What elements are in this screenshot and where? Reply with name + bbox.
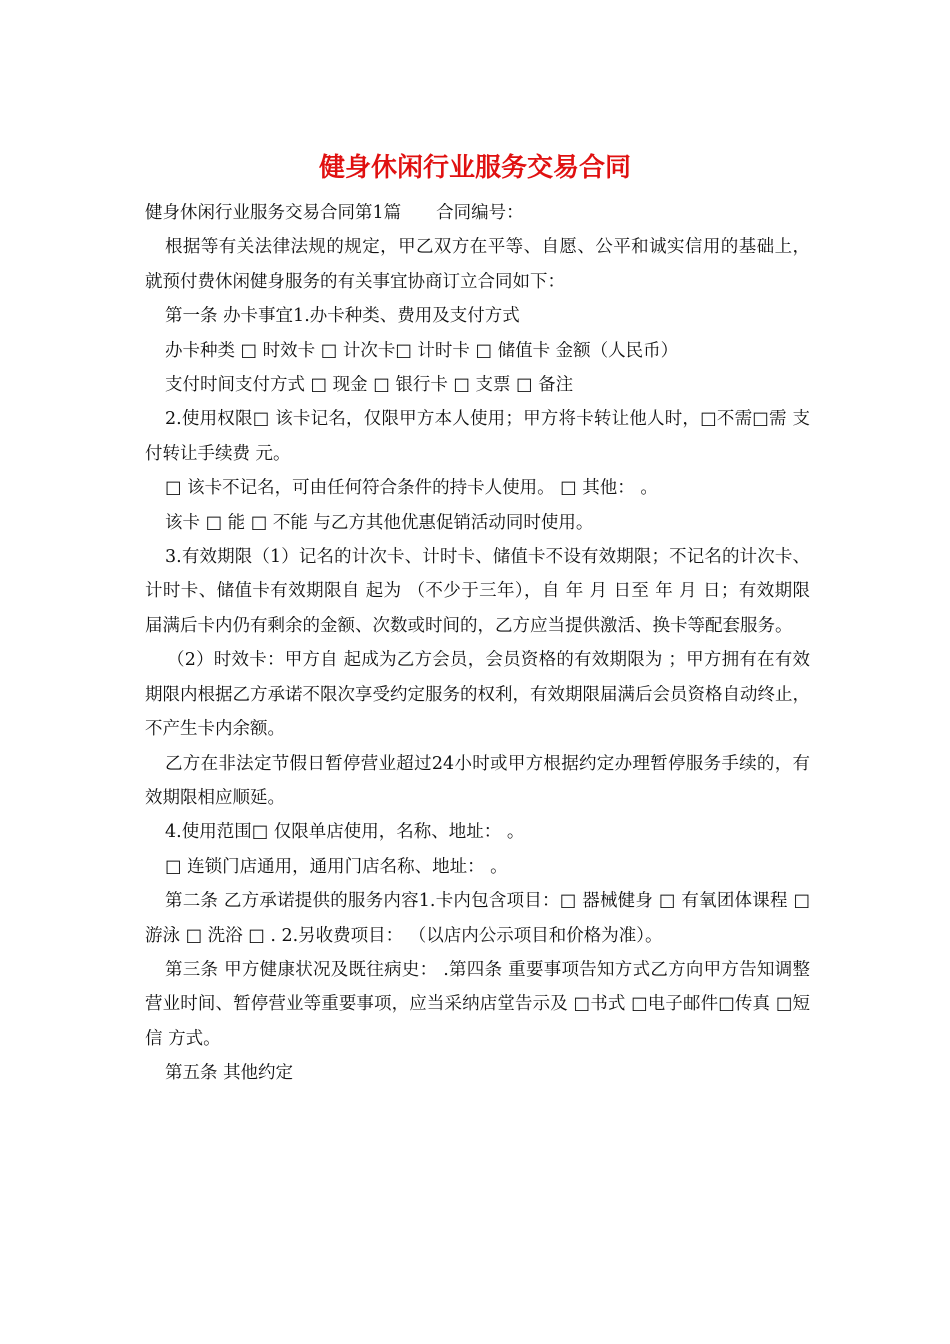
paragraph-article-2: 第二条 乙方承诺提供的服务内容1.卡内包含项目：□ 器械健身 □ 有氧团体课程 □ 游泳 □ 洗浴 □ . 2.另收费项目： （以店内公示项目和价格为准）。 [145, 891, 810, 946]
paragraph-validity-2: （2）时效卡：甲方自 起成为乙方会员，会员资格的有效期限为 ；甲方拥有在有效期限内根据乙方承诺不限次享受约定服务的权利，有效期限届满后会员资格自动终止，不产生卡内余额。 [145, 650, 810, 740]
paragraph-card-types: 办卡种类 □ 时效卡 □ 计次卡□ 计时卡 □ 储值卡 金额（人民币） [165, 340, 679, 361]
paragraph-promotions: 该卡 □ 能 □ 不能 与乙方其他优惠促销活动同时使用。 [165, 512, 594, 533]
paragraph-suspension: 乙方在非法定节假日暂停营业超过24小时或甲方根据约定办理暂停服务手续的，有效期限相应顺延。 [145, 753, 810, 808]
paragraph-article-3-4: 第三条 甲方健康状况及既往病史： .第四条 重要事项告知方式乙方向甲方告知调整营业时间、暂停营业等重要事项，应当采纳店堂告示及 □书式 □电子邮件□传真 □短信 方式。 [145, 959, 810, 1049]
paragraph-article-1: 第一条 办卡事宜1.办卡种类、费用及支付方式 [165, 306, 520, 327]
document-title: 健身休闲行业服务交易合同 [318, 153, 631, 183]
paragraph-payment: 支付时间支付方式 □ 现金 □ 银行卡 □ 支票 □ 备注 [165, 375, 574, 396]
paragraph-unnamed-card: □ 该卡不记名，可由任何符合条件的持卡人使用。 □ 其他： 。 [165, 478, 658, 499]
paragraph-scope-chain: □ 连锁门店通用，通用门店名称、地址： 。 [165, 856, 508, 877]
contract-heading-line: 健身休闲行业服务交易合同第1篇 合同编号： [145, 203, 524, 223]
paragraph-article-5: 第五条 其他约定 [165, 1063, 294, 1084]
document-body [145, 196, 810, 1091]
paragraph-scope-single: 4.使用范围□ 仅限单店使用，名称、地址： 。 [165, 822, 525, 843]
paragraph-usage-rights: 2.使用权限□ 该卡记名，仅限甲方本人使用；甲方将卡转让他人时，□不需□需 支付转让手续费 元。 [145, 409, 810, 464]
paragraph-validity-1: 3.有效期限（1）记名的计次卡、计时卡、储值卡不设有效期限；不记名的计次卡、计时卡、储值卡有效期限自 起为 （不少于三年），自 年 月 日至 年 月 日；有效期限届满后卡内仍有剩余的金额、次数或时间的，乙方应当提供激活、换卡等配套服务。 [145, 547, 810, 636]
paragraph-preamble: 根据等有关法律法规的规定，甲乙双方在平等、自愿、公平和诚实信用的基础上，就预付费休闲健身服务的有关事宜协商订立合同如下： [145, 237, 810, 292]
